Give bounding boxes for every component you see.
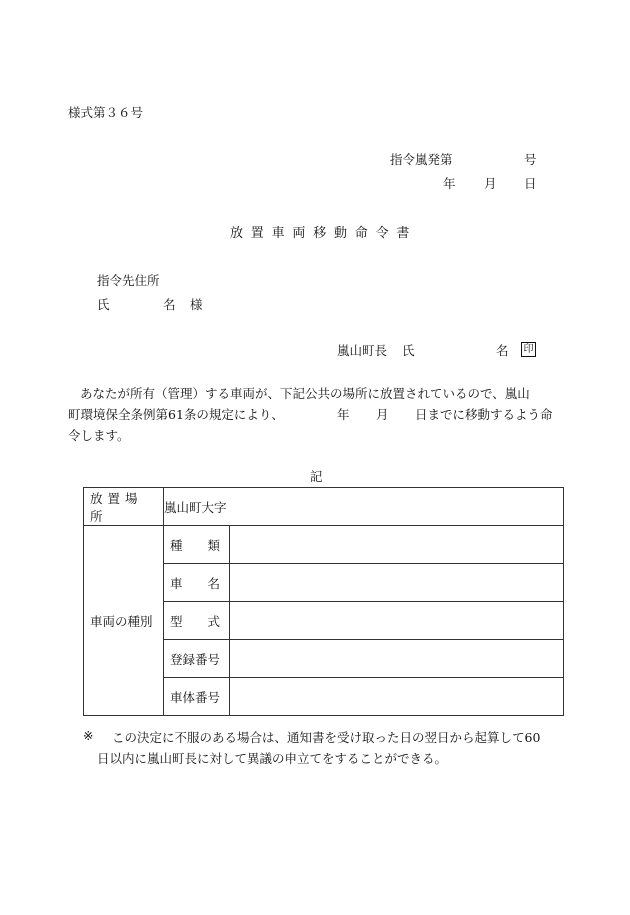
note-mark: ※: [83, 728, 94, 743]
row-label-cell: [164, 640, 230, 678]
date-month: 月: [484, 176, 497, 191]
addressee-address-label: 指令先住所: [97, 273, 160, 288]
addressee-name-label-1: 氏: [97, 297, 110, 312]
vehicle-record-table: [83, 487, 564, 716]
body-line-2a: 町環境保全条例第61条の規定により、: [68, 407, 284, 422]
table-row-location: [84, 488, 564, 526]
row-label-cell: [164, 564, 230, 602]
body-line-3: 令します。: [68, 428, 130, 443]
row-label-cell: [164, 526, 230, 564]
row-label: 車体番号: [170, 689, 221, 705]
row-label: 型 式: [170, 613, 221, 629]
row-label-cell: [164, 602, 230, 640]
issuer-seal-mark: [521, 341, 536, 357]
table-row: [84, 526, 564, 564]
body-line-2-month: 月: [376, 407, 389, 422]
note-line-1: この決定に不服のある場合は、通知書を受け取った日の翌日から起算して60: [112, 730, 541, 745]
row-value-cell: [230, 640, 564, 678]
row-label-cell: [164, 678, 230, 716]
issuer-name-label-2: 名: [496, 343, 509, 358]
body-line-1: あなたが所有（管理）する車両が、下記公共の場所に放置されているので、嵐山: [80, 386, 530, 401]
location-label: 放置場所: [90, 490, 143, 524]
location-value: 嵐山町大字: [164, 499, 227, 515]
vehicle-type-label-cell: [84, 526, 164, 716]
row-value-cell: [230, 526, 564, 564]
location-label-cell: [84, 488, 164, 526]
row-label: 種 類: [170, 537, 221, 553]
date-year: 年: [443, 176, 456, 191]
document-title: 放置車両移動命令書: [230, 226, 418, 241]
issuer-name-label-1: 氏: [402, 343, 415, 358]
record-heading: 記: [310, 469, 323, 484]
doc-number-suffix: 号: [524, 152, 537, 167]
row-value-cell: [230, 564, 564, 602]
row-label: 車 名: [170, 575, 221, 591]
date-day: 日: [524, 176, 537, 191]
form-number: 様式第３６号: [68, 105, 144, 120]
addressee-honorific: 様: [190, 297, 203, 312]
row-label: 登録番号: [170, 651, 221, 667]
seal-stamp: 印: [521, 342, 536, 357]
row-value-cell: [230, 678, 564, 716]
issuer-title: 嵐山町長: [337, 343, 388, 358]
note-line-2: 日以内に嵐山町長に対して異議の申立てをすることができる。: [97, 751, 448, 766]
vehicle-type-label: 車両の種別: [90, 613, 153, 629]
body-line-2b: 日までに移動するよう命: [415, 407, 553, 422]
addressee-name-label-2: 名: [163, 297, 176, 312]
row-value-cell: [230, 602, 564, 640]
location-value-cell: [164, 488, 564, 526]
body-line-2-year: 年: [337, 407, 350, 422]
doc-number-prefix: 指令嵐発第: [390, 152, 453, 167]
